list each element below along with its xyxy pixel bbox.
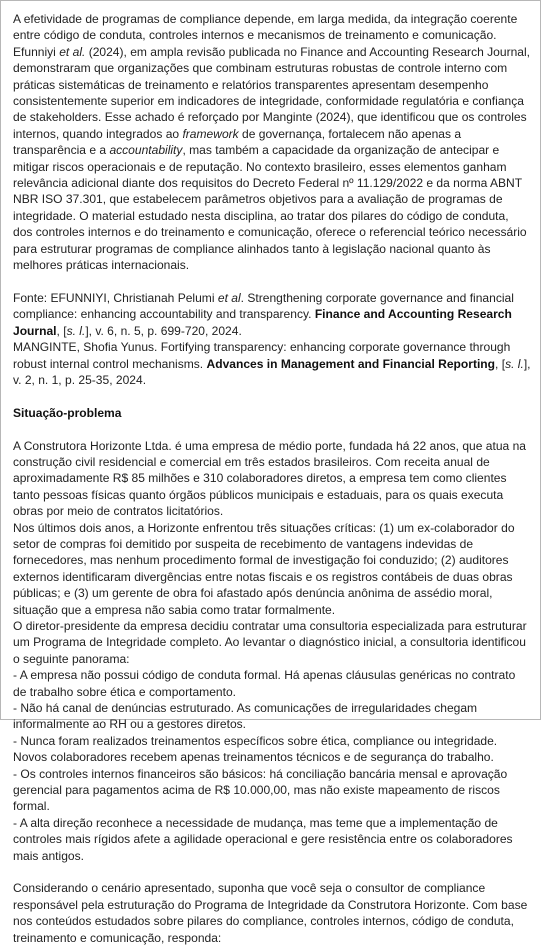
intro-paragraph: A efetividade de programas de compliance depende, em larga medida, da integração coerente entre código de conduta, controles internos e mecanismos de treinamento e comunicação. Efunniyi et al. (2024), em ampla revisão publicada no Finance and Accounting Research Journal, demonstraram que organizações que combinam estruturas robustas de controle interno com práticas sistemáticas de treinamento e relatórios transparentes apresentam desempenho consistentemente superior em indicadores de integridade, conformidade regulatória e confiança de stakeholders. Esse achado é reforçado por Manginte (2024), que identificou que os controles internos, quando integrados ao framework de governança, fortalecem não apenas a transparência e a accountability, mas também a capacidade da organização de antecipar e mitigar riscos operacionais e de reputação. No contexto brasileiro, esses elementos ganham relevância adicional diante dos requisitos do Decreto Federal nº 11.129/2022 e da norma ABNT NBR ISO 37.301, que estabelecem parâmetros objetivos para a avaliação de programas de integridade. O material estudado nesta disciplina, ao tratar dos pilares do código de conduta, dos controles internos e do treinamento e comunicação, oferece o referencial teórico necessário para estruturar programas de compliance alinhados tanto à legislação nacional quanto às melhores práticas internacionais.: [13, 12, 531, 273]
spacer: [13, 274, 531, 290]
spacer: [13, 421, 531, 437]
reference-efunniyi: Fonte: EFUNNIYI, Christianah Pelumi et al. Strengthening corporate governance and financial compliance: enhancing accountability and transparency. Finance and Accounting Research Journal, [s. l.], v. 6, n. 5, p. 699-720, 2024.: [13, 290, 514, 338]
list-item: - Os controles internos financeiros são básicos: há conciliação bancária mensal e aprovação gerencial para pagamentos acima de R$ 10.000,00, mas não existe mapeamento de riscos formal.: [13, 766, 508, 814]
situation-paragraph: Nos últimos dois anos, a Horizonte enfrentou três situações críticas: (1) um ex-colaborador do setor de compras foi demitido por suspeita de recebimento de vantagens indevidas de fornecedores, mas nenhum procedimento formal de investigação foi conduzido; (2) auditores externos identificaram divergências entre notas fiscais e os registros contábeis de duas obras públicas; e (3) um gerente de obra foi afastado após denúncia anônima de assédio moral, situação que a empresa não sabia como tratar formalmente.: [13, 520, 515, 617]
accountability-italic: accountability: [109, 143, 183, 158]
list-item: - Não há canal de denúncias estruturado. As comunicações de irregularidades chegam informalmente ao RH ou a gestores diretos.: [13, 701, 478, 732]
situation-paragraph: A Construtora Horizonte Ltda. é uma empresa de médio porte, fundada há 22 anos, que atua na construção civil residencial e comercial em três estados brasileiros. Com receita anual de aproximadamente R$ 85 milhões e 310 colaboradores diretos, a empresa tem como clientes tanto pessoas físicas quanto órgãos públicos municipais e estaduais, para os quais executa obras por meio de contratos licitatórios.: [13, 438, 526, 519]
reference-manginte: MANGINTE, Shofia Yunus. Fortifying transparency: enhancing corporate governance through robust internal control mechanisms. Advances in Management and Financial Reporting, [s. l.], v. 2, n. 1, p. 25-35, 2024.: [13, 340, 531, 387]
closing-paragraph: Considerando o cenário apresentado, suponha que você seja o consultor de compliance responsável pela estruturação do Programa de Integridade da Construtora Horizonte. Com base nos conteúdos estudados sobre pilares do compliance, controles internos, código de conduta, treinamento e comunicação, responda:: [13, 881, 528, 945]
journal-title: Finance and Accounting Research Journal: [13, 307, 512, 338]
list-item: - A empresa não possui código de conduta formal. Há apenas cláusulas genéricas no contrato de trabalho sobre ética e comportamento.: [13, 668, 516, 699]
list-item: - A alta direção reconhece a necessidade de mudança, mas teme que a implementação de controles mais rígidos afete a agilidade operacional e gere resistência entre os colaboradores mais antigos.: [13, 815, 513, 863]
framework-italic: framework: [182, 126, 239, 141]
spacer: [13, 388, 531, 404]
situation-paragraph: O diretor-presidente da empresa decidiu contratar uma consultoria especializada para estruturar um Programa de Integridade completo. Ao levantar o diagnóstico inicial, a consultoria identificou o seguinte panorama:: [13, 618, 527, 666]
et-al-italic: et al.: [59, 44, 86, 59]
spacer: [13, 864, 531, 880]
list-item: - Nunca foram realizados treinamentos específicos sobre ética, compliance ou integridade. Novos colaboradores recebem apenas treinamentos técnicos e de segurança do trabalho.: [13, 733, 498, 765]
section-heading: Situação-problema: [13, 405, 122, 420]
journal-title: Advances in Management and Financial Reporting: [206, 356, 496, 371]
document-content: [13, 11, 531, 946]
